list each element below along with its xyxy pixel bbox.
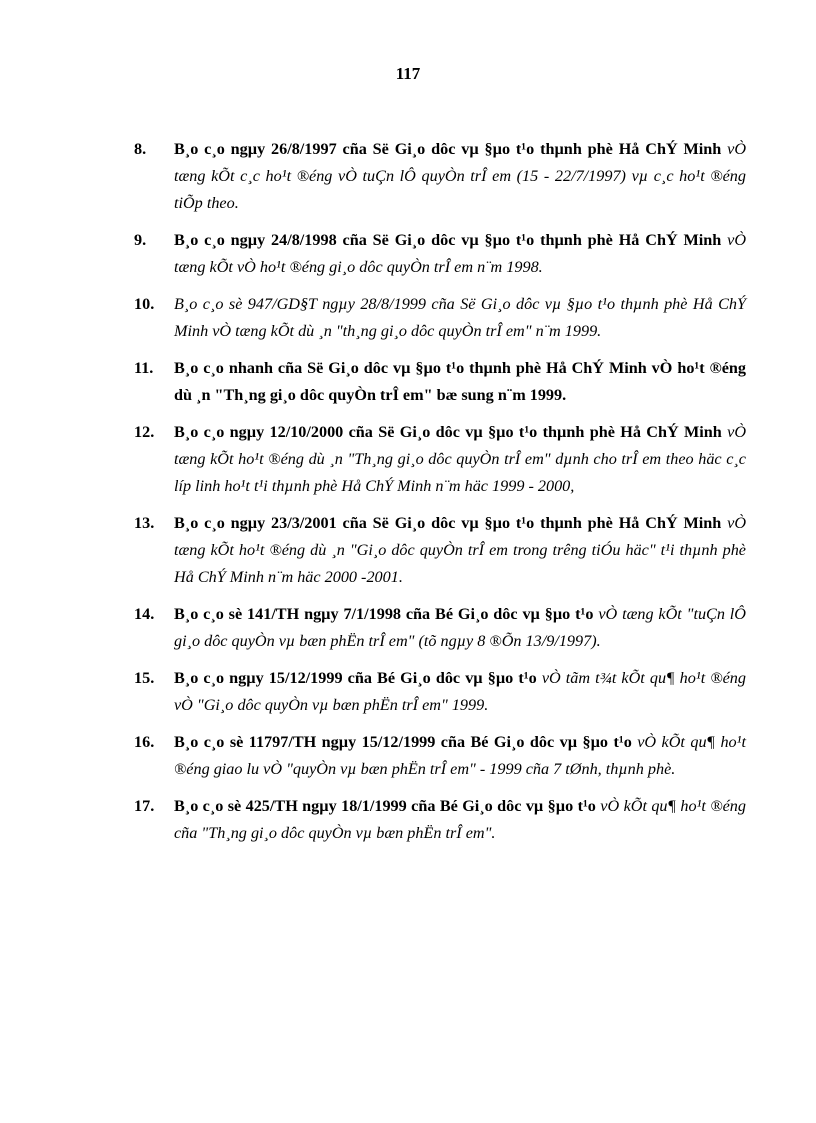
item-number: 8. xyxy=(134,140,147,158)
item-number: 10. xyxy=(134,295,155,313)
item-bold-text: B¸o c¸o ngµy 12/10/2000 cña Së Gi¸o dôc vµ §µo t¹o thµnh phè Hå ChÝ Minh xyxy=(174,423,722,441)
list-item xyxy=(134,793,746,847)
item-number: 14. xyxy=(134,605,155,623)
item-bold-text: B¸o c¸o ngµy 24/8/1998 cña Së Gi¸o dôc vµ §µo t¹o thµnh phè Hå ChÝ Minh xyxy=(174,231,722,249)
item-number: 17. xyxy=(134,797,155,815)
list-item xyxy=(134,227,746,281)
item-bold-text: B¸o c¸o ngµy 15/12/1999 cña Bé Gi¸o dôc vµ §µo t¹o xyxy=(174,669,537,687)
item-italic-text: vÒ tæng kÕt vÒ ho¹t ®éng gi¸o dôc quyÒn trÎ em n¨m 1998. xyxy=(174,231,747,276)
item-italic-text: vÒ tãm t¾t kÕt qu¶ ho¹t ®éng vÒ "Gi¸o dôc quyÒn vµ bæn phËn trÎ em" 1999. xyxy=(174,669,746,714)
item-bold-text: B¸o c¸o sè 425/TH ngµy 18/1/1999 cña Bé Gi¸o dôc vµ §µo t¹o xyxy=(174,797,596,815)
item-number: 9. xyxy=(134,231,147,249)
item-number: 12. xyxy=(134,423,155,441)
list-item xyxy=(134,665,746,719)
item-italic-text: vÒ tæng kÕt ho¹t ®éng dù ¸n "Gi¸o dôc quyÒn trÎ em trong trêng tiÓu häc" t¹i thµnh phè Hå ChÝ Minh n¨m häc 2000 -2001. xyxy=(174,514,747,586)
item-bold-text: B¸o c¸o sè 11797/TH ngµy 15/12/1999 cña Bé Gi¸o dôc vµ §µo t¹o xyxy=(174,733,632,751)
item-number: 13. xyxy=(134,514,155,532)
item-italic-text: vÒ tæng kÕt "tuÇn lÔ gi¸o dôc quyÒn vµ bæn phËn trÎ em" (tõ ngµy 8 ®Õn 13/9/1997). xyxy=(174,605,746,650)
item-number: 16. xyxy=(134,733,155,751)
item-italic-text: vÒ tæng kÕt c¸c ho¹t ®éng vÒ tuÇn lÔ quyÒn trÎ em (15 - 22/7/1997) vµ c¸c ho¹t ®éng tiÕp theo. xyxy=(174,140,747,212)
item-italic-text: vÒ kÕt qu¶ ho¹t ®éng cña "Th¸ng gi¸o dôc quyÒn vµ bæn phËn trÎ em". xyxy=(174,797,746,842)
list-item xyxy=(134,291,746,345)
item-bold-text: B¸o c¸o sè 141/TH ngµy 7/1/1998 cña Bé Gi¸o dôc vµ §µo t¹o xyxy=(174,605,594,623)
item-bold-text: B¸o c¸o ngµy 23/3/2001 cña Së Gi¸o dôc vµ §µo t¹o thµnh phè Hå ChÝ Minh xyxy=(174,514,722,532)
item-italic-text: vÒ kÕt qu¶ ho¹t ®éng giao lu vÒ "quyÒn vµ bæn phËn trÎ em" - 1999 cña 7 tØnh, thµnh phè. xyxy=(174,733,746,778)
list-item xyxy=(134,355,746,409)
item-number: 11. xyxy=(134,359,154,377)
list-item xyxy=(134,136,746,217)
list-item xyxy=(134,729,746,783)
list-item xyxy=(134,419,746,500)
item-bold-text: B¸o c¸o nhanh cña Së Gi¸o dôc vµ §µo t¹o thµnh phè Hå ChÝ Minh vÒ ho¹t ®éng dù ¸n "Th¸ng gi¸o dôc quyÒn trÎ em" bæ sung n¨m 1999. xyxy=(174,359,746,404)
page-number: 117 xyxy=(395,64,421,83)
list-item xyxy=(134,601,746,655)
item-number: 15. xyxy=(134,669,155,687)
item-italic-text: vÒ tæng kÕt ho¹t ®éng dù ¸n "Th¸ng gi¸o dôc quyÒn trÎ em" dµnh cho trÎ em theo häc c¸c líp linh ho¹t t¹i thµnh phè Hå ChÝ Minh n¨m häc 1999 - 2000, xyxy=(174,423,747,495)
reference-list xyxy=(134,136,746,857)
list-item xyxy=(134,510,746,591)
item-italic-text: B¸o c¸o sè 947/GD§T ngµy 28/8/1999 cña Së Gi¸o dôc vµ §µo t¹o thµnh phè Hå ChÝ Minh vÒ tæng kÕt dù ¸n "th¸ng gi¸o dôc quyÒn trÎ em" n¨m 1999. xyxy=(174,295,746,340)
item-bold-text: B¸o c¸o ngµy 26/8/1997 cña Së Gi¸o dôc vµ §µo t¹o thµnh phè Hå ChÝ Minh xyxy=(174,140,722,158)
